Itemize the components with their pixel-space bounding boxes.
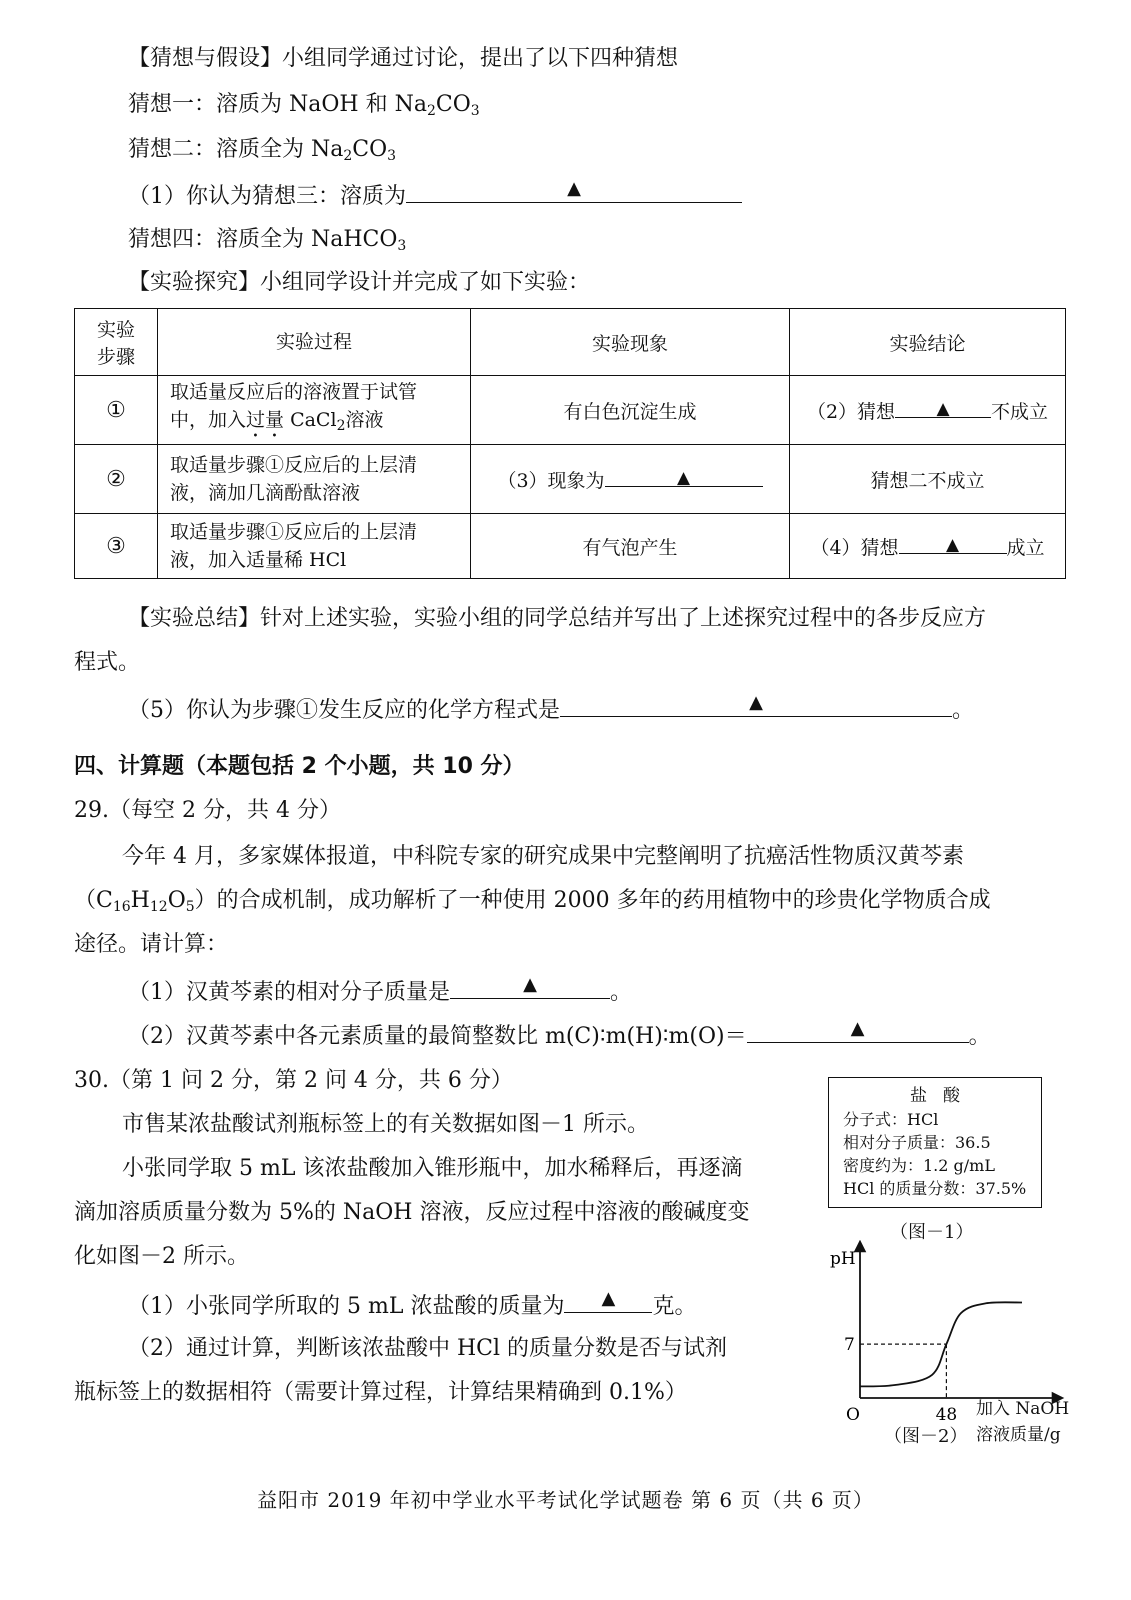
figure-2-caption: （图－2） (884, 1426, 968, 1447)
table-row (75, 514, 1066, 579)
header-observation: 实验现象 (471, 309, 790, 376)
x-axis-label-2: 溶液质量/g (976, 1425, 1061, 1445)
label-formula: 分子式：HCl (843, 1110, 939, 1129)
answer-blank-7[interactable] (747, 1020, 969, 1043)
experiment-heading: 【实验探究】小组同学设计并完成了如下实验： (128, 270, 591, 295)
question-5: （5）你认为步骤①发生反应的化学方程式是 ▲ 。 (128, 694, 974, 726)
table-header-row (75, 309, 1066, 376)
q30-head: 30.（第 1 问 2 分，第 2 问 4 分，共 6 分） (74, 1068, 513, 1093)
triangle-mark-icon: ▲ (567, 178, 581, 199)
triangle-mark-icon: ▲ (749, 692, 763, 713)
label-molar-mass: 相对分子质量：36.5 (843, 1133, 991, 1152)
triangle-mark-icon: ▲ (936, 398, 950, 419)
conclusion-cell: （2）猜想 ▲ 不成立 (790, 376, 1066, 445)
section-title: 四、计算题（本题包括 2 个小题，共 10 分） (74, 754, 525, 779)
origin-label: O (846, 1405, 860, 1425)
hypothesis-4: 猜想四：溶质全为 NaHCO$_3$ (128, 227, 407, 254)
observation-cell: 有白色沉淀生成 (471, 376, 790, 445)
answer-blank-6[interactable] (450, 976, 610, 999)
y-axis-label: pH (830, 1249, 856, 1269)
conclusion-cell: （4）猜想 ▲ 成立 (790, 514, 1066, 579)
triangle-mark-icon: ▲ (601, 1288, 616, 1309)
q29-paragraph-2: $(C_{16}H_{12}O_5)$的合成机制，成功解析了一种使用 2000 多年的药用植物中的珍贵化学物质合成 (74, 888, 991, 915)
q30-paragraph-4: 化如图－2 所示。 (74, 1244, 249, 1269)
step-number: ③ (75, 514, 158, 579)
table-row (75, 445, 1066, 514)
label-title: 盐酸 (910, 1086, 976, 1106)
triangle-mark-icon: ▲ (523, 974, 537, 995)
hypothesis-1: 猜想一：溶质为 NaOH 和 $Na_2CO_3$ (128, 92, 480, 119)
header-step: 实验 步骤 (75, 309, 158, 376)
triangle-mark-icon: ▲ (945, 534, 960, 555)
step-number: ① (75, 376, 158, 445)
process-cell: 取适量反应后的溶液置于试管 中，加入过量 CaCl$_2$溶液 (158, 376, 471, 445)
question-1: （1）你认为猜想三：溶质为 ▲ (128, 180, 742, 212)
figure-1-caption: （图－1） (890, 1222, 974, 1243)
q29-paragraph-3: 途径。请计算： (74, 932, 229, 957)
tick-label-48: 48 (935, 1405, 958, 1425)
process-cell: 取适量步骤①反应后的上层清 液，滴加几滴酚酞溶液 (158, 445, 471, 514)
q30-question-2-line-2: 瓶标签上的数据相符（需要计算过程，计算结果精确到 0.1%） (74, 1380, 687, 1405)
reagent-label (828, 1077, 1042, 1208)
summary-line-2: 程式。 (74, 650, 141, 675)
step-number: ② (75, 445, 158, 514)
answer-blank-1[interactable] (406, 180, 742, 203)
answer-blank-3[interactable] (605, 466, 763, 487)
header-conclusion: 实验结论 (790, 309, 1066, 376)
x-axis-label-1: 加入 NaOH (976, 1399, 1070, 1419)
triangle-mark-icon: ▲ (850, 1018, 865, 1039)
q30-paragraph-2: 小张同学取 5 mL 该浓盐酸加入锥形瓶中，加水稀释后，再逐滴 (122, 1156, 743, 1181)
q29-question-2: （2）汉黄芩素中各元素质量的最简整数比 m(C)∶m(H)∶m(O)＝ ▲ 。 (128, 1020, 991, 1052)
q30-question-2-line-1: （2）通过计算，判断该浓盐酸中 HCl 的质量分数是否与试剂 (128, 1336, 728, 1361)
label-mass-fraction: HCl 的质量分数：37.5% (843, 1179, 1027, 1198)
answer-blank-8[interactable] (564, 1290, 652, 1313)
answer-blank-5[interactable] (560, 694, 952, 717)
observation-cell: 有气泡产生 (471, 514, 790, 579)
tick-label-7: 7 (844, 1335, 855, 1356)
header-process: 实验过程 (158, 309, 471, 376)
q30-paragraph-1: 市售某浓盐酸试剂瓶标签上的有关数据如图－1 所示。 (122, 1112, 649, 1137)
label-density: 密度约为：1.2 g/mL (843, 1156, 995, 1175)
q30-question-1: （1）小张同学所取的 5 mL 浓盐酸的质量为 ▲ 克。 (128, 1290, 696, 1322)
hypothesis-heading: 【猜想与假设】小组同学通过讨论，提出了以下四种猜想 (128, 46, 679, 71)
q29-question-1: （1）汉黄芩素的相对分子质量是 ▲ 。 (128, 976, 632, 1008)
triangle-mark-icon: ▲ (677, 467, 691, 488)
conclusion-cell: 猜想二不成立 (790, 445, 1066, 514)
q30-paragraph-3: 滴加溶质质量分数为 5%的 NaOH 溶液，反应过程中溶液的酸碱度变 (74, 1200, 750, 1225)
answer-blank-2[interactable] (895, 397, 991, 418)
answer-blank-4[interactable] (899, 533, 1007, 554)
q29-head: 29.（每空 2 分，共 4 分） (74, 798, 341, 823)
experiment-table (74, 308, 1066, 579)
page-footer: 益阳市 2019 年初中学业水平考试化学试题卷 第 6 页（共 6 页） (257, 1488, 874, 1512)
summary-line-1: 【实验总结】针对上述实验，实验小组的同学总结并写出了上述探究过程中的各步反应方 (128, 606, 987, 631)
process-cell: 取适量步骤①反应后的上层清 液，加入适量稀 HCl (158, 514, 471, 579)
table-row (75, 376, 1066, 445)
hypothesis-2: 猜想二：溶质全为 $Na_2CO_3$ (128, 137, 397, 164)
q29-paragraph-1: 今年 4 月，多家媒体报道，中科院专家的研究成果中完整阐明了抗癌活性物质汉黄芩素 (122, 844, 964, 869)
observation-cell: （3）现象为 ▲ (471, 445, 790, 514)
